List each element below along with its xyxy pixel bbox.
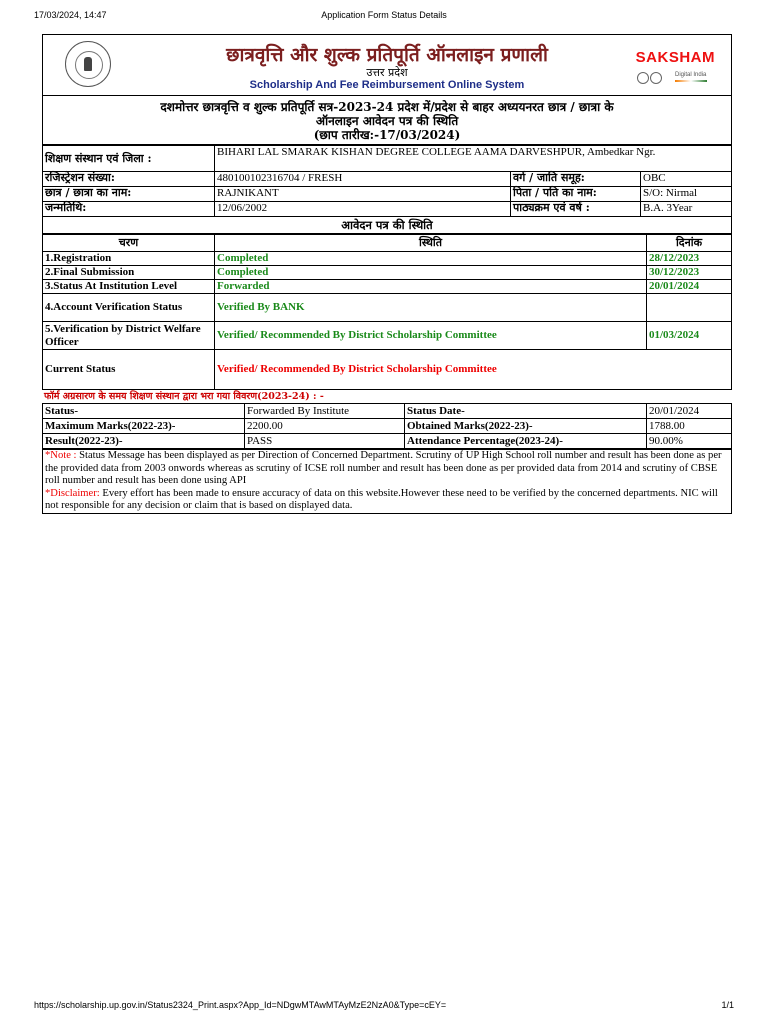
institution-value: BIHARI LAL SMARAK KISHAN DEGREE COLLEGE AAMA DARVESHPUR, Ambedkar Ngr.: [215, 146, 732, 172]
emblem-icon: [637, 72, 649, 84]
state-name-hindi: उत्तर प्रदेश: [366, 66, 408, 79]
forward-status-label: Status-: [43, 404, 245, 419]
application-stages-table: [42, 234, 732, 390]
status-document: [42, 34, 732, 514]
institution-label: शिक्षण संस्थान एवं जिला :: [43, 146, 215, 172]
status-date-value: 20/01/2024: [647, 404, 732, 419]
attendance-value: 90.00%: [647, 434, 732, 449]
print-datetime: 17/03/2024, 14:47: [34, 10, 107, 20]
forwarding-details-table: [42, 403, 732, 449]
student-info-table: [42, 145, 732, 217]
footer-url: https://scholarship.up.gov.in/Status2324_Print.aspx?App_Id=NDgwMTAwMTAyMzE2NzA0&Type=cEY=: [34, 1000, 447, 1010]
emblem-icon: [650, 72, 662, 84]
registration-label: रजिस्ट्रेशन संख्या:: [43, 172, 215, 187]
print-doc-title: Application Form Status Details: [321, 10, 447, 20]
stage-name: 4.Account Verification Status: [43, 294, 215, 322]
partner-logos: [637, 71, 711, 85]
stage-date: 28/12/2023: [647, 252, 732, 266]
current-status-value: Verified/ Recommended By District Scholarship Committee: [215, 350, 732, 390]
footer-page-number: 1/1: [721, 1000, 734, 1010]
course-value: B.A. 3Year: [641, 202, 732, 217]
result-label: Result(2022-23)-: [43, 434, 245, 449]
stage-date: [647, 294, 732, 322]
disclaimer-paragraph: [45, 488, 729, 513]
status-date-label: Status Date-: [405, 404, 647, 419]
max-marks-value: 2200.00: [245, 419, 405, 434]
note-label: *Note :: [45, 450, 77, 461]
stage-date: 01/03/2024: [647, 322, 732, 350]
caste-value: OBC: [641, 172, 732, 187]
table-row: [43, 280, 732, 294]
stage-column-header: चरण: [43, 235, 215, 252]
max-marks-label: Maximum Marks(2022-23)-: [43, 419, 245, 434]
note-disclaimer-box: [42, 449, 732, 514]
status-column-header: स्थिति: [215, 235, 647, 252]
digital-india-tricolor: [675, 80, 707, 82]
document-heading: [42, 96, 732, 145]
heading-line-1: दशमोत्तर छात्रवृत्ति व शुल्क प्रतिपूर्ति सत्र-2023-24 प्रदेश में/प्रदेश से बाहर अध्ययनरत छात्र / छात्रा के: [160, 100, 614, 114]
stage-name: 3.Status At Institution Level: [43, 280, 215, 294]
disclaimer-text: Every effort has been made to ensure accuracy of data on this website.However these need to be verified by the concerned departments. NIC will not responsible for any decision or claim that is based on displayed data.: [45, 487, 718, 512]
student-name-value: RAJNIKANT: [215, 187, 511, 202]
portal-title-hindi: छात्रवृत्ति और शुल्क प्रतिपूर्ति ऑनलाइन प्रणाली: [226, 44, 548, 66]
heading-line-2: ऑनलाइन आवेदन पत्र की स्थिति: [315, 114, 459, 128]
stage-status: Verified By BANK: [215, 294, 647, 322]
dob-value: 12/06/2002: [215, 202, 511, 217]
forward-status-value: Forwarded By Institute: [245, 404, 405, 419]
table-row: [43, 294, 732, 322]
current-status-row: [43, 350, 732, 390]
attendance-label: Attendance Percentage(2023-24)-: [405, 434, 647, 449]
portal-header: [42, 34, 732, 96]
table-row: [43, 252, 732, 266]
saksham-logo: SAKSHAM: [635, 49, 715, 66]
result-value: PASS: [245, 434, 405, 449]
table-row: [43, 266, 732, 280]
obtained-marks-value: 1788.00: [647, 419, 732, 434]
forwarding-details-title: फॉर्म अग्रसारण के समय शिक्षण संस्थान द्वारा भरा गया विवरण(2023-24) : -: [44, 391, 324, 402]
registration-value: 480100102316704 / FRESH: [215, 172, 511, 187]
stage-date: 20/01/2024: [647, 280, 732, 294]
stage-name: 1.Registration: [43, 252, 215, 266]
date-column-header: दिनांक: [647, 235, 732, 252]
obtained-marks-label: Obtained Marks(2022-23)-: [405, 419, 647, 434]
portal-title-english: Scholarship And Fee Reimbursement Online System: [249, 79, 525, 91]
caste-label: वर्ग / जाति समूह:: [511, 172, 641, 187]
stage-name: 5.Verification by District Welfare Officer: [43, 322, 215, 350]
application-status-title: आवेदन पत्र की स्थिति: [42, 217, 732, 234]
stage-status: Completed: [215, 266, 647, 280]
note-paragraph: [45, 450, 729, 488]
student-name-label: छात्र / छात्रा का नाम:: [43, 187, 215, 202]
print-date: (छाप तारीख:-17/03/2024): [313, 128, 461, 142]
stage-status: Completed: [215, 252, 647, 266]
table-row: [43, 322, 732, 350]
stage-status: Forwarded: [215, 280, 647, 294]
stage-date: 30/12/2023: [647, 266, 732, 280]
stage-name: 2.Final Submission: [43, 266, 215, 280]
father-name-label: पिता / पति का नाम:: [511, 187, 641, 202]
current-status-label: Current Status: [43, 350, 215, 390]
course-label: पाठ्यक्रम एवं वर्ष :: [511, 202, 641, 217]
father-name-value: S/O: Nirmal: [641, 187, 732, 202]
dob-label: जन्मतिथि:: [43, 202, 215, 217]
note-text: Status Message has been displayed as per Direction of Concerned Department. Scrutiny of UP High School roll number and result has been done as per the provided data from 2003 onwords whereas as scrutiny of ICSE roll number and result has been done as per provided data from 2014 and scrutiny of CBSE roll number and result has been done using API: [45, 450, 722, 487]
digital-india-logo: Digital India: [675, 72, 707, 78]
disclaimer-label: *Disclaimer:: [45, 487, 100, 499]
stage-status: Verified/ Recommended By District Scholarship Committee: [215, 322, 647, 350]
